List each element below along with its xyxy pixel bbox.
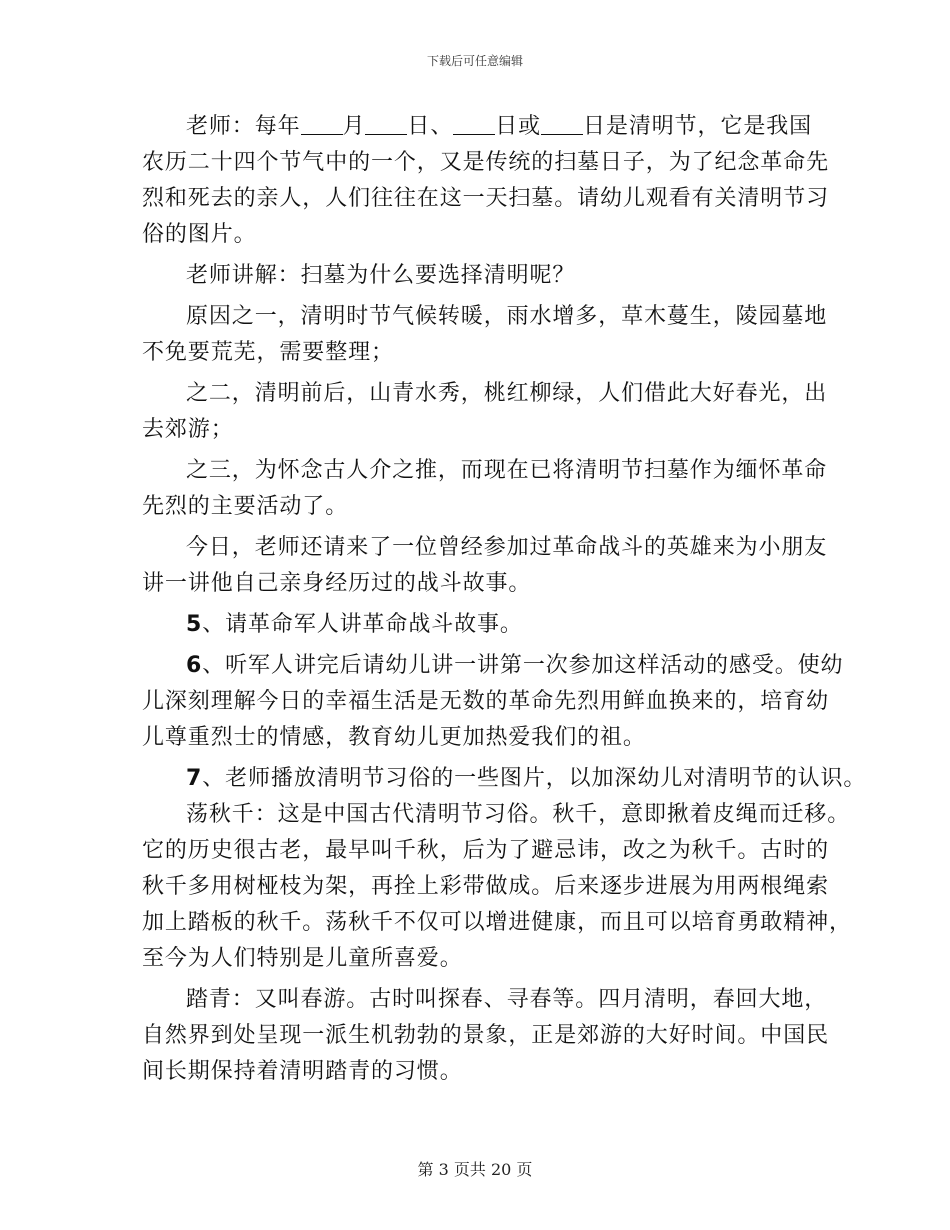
text-line: 它的历史很古老，最早叫千秋，后为了避忌讳，改之为秋千。古时的: [142, 838, 830, 863]
document-body: [142, 109, 867, 1090]
text-span: 日、: [407, 114, 454, 139]
text-line: [142, 648, 844, 684]
paragraph: [142, 453, 828, 525]
paragraph: [142, 607, 822, 643]
text-line: 农历二十四个节气中的一个，又是传统的扫墓日子，为了纪念革命先: [142, 150, 830, 175]
text-span: 老师：每年: [186, 114, 301, 139]
paragraph: [142, 299, 828, 371]
text-line: 烈和死去的亲人，人们往往在这一天扫墓。请幼儿观看有关清明节习: [142, 186, 830, 211]
text-line: 先烈的主要活动了。: [142, 494, 349, 519]
text-span: 、听军人讲完后请幼儿讲一讲第一次参加这样活动的感受。使幼: [202, 653, 844, 678]
fill-blank: [301, 112, 343, 135]
text-line: [142, 607, 822, 643]
paragraph: [142, 982, 830, 1090]
text-line: 老师讲解：扫墓为什么要选择清明呢？: [186, 263, 576, 288]
text-line: 荡秋千：这是中国古代清明节习俗。秋千，意即揪着皮绳而迁移。: [186, 802, 851, 827]
fill-blank: [365, 112, 407, 135]
text-line: 俗的图片。: [142, 222, 257, 247]
text-line: 间长期保持着清明踏青的习惯。: [142, 1059, 463, 1084]
text-line: [142, 109, 822, 145]
paragraph: [142, 761, 867, 797]
paragraph: [142, 648, 844, 756]
item-number: 7: [186, 766, 203, 791]
text-span: 日或: [495, 114, 542, 139]
text-line: 不免要荒芜，需要整理；: [142, 340, 394, 365]
text-span: 、请革命军人讲革命战斗故事。: [202, 612, 523, 637]
text-line: 去郊游；: [142, 417, 234, 442]
text-line: 秋千多用树桠枝为架，再拴上彩带做成。后来逐步进展为用两根绳索: [142, 874, 830, 899]
fill-blank: [541, 112, 583, 135]
text-line: 讲一讲他自己亲身经历过的战斗故事。: [142, 571, 532, 596]
text-span: 日是清明节，它是我国: [583, 114, 813, 139]
text-line: 至今为人们特别是儿童所喜爱。: [142, 946, 463, 971]
paragraph: [142, 530, 828, 602]
paragraph: [142, 797, 852, 977]
text-line: 自然界到处呈现一派生机勃勃的景象，正是郊游的大好时间。中国民: [142, 1023, 830, 1048]
text-span: 月: [342, 114, 366, 139]
text-line: 今日，老师还请来了一位曾经参加过革命战斗的英雄来为小朋友: [186, 535, 828, 560]
page-number: 第 3 页共 20 页: [417, 1160, 533, 1179]
fill-blank: [453, 112, 495, 135]
item-number: 6: [186, 653, 203, 678]
page-header: 下载后可任意编辑: [426, 54, 523, 68]
text-line: 之二，清明前后，山青水秀，桃红柳绿，人们借此大好春光，出: [186, 381, 828, 406]
text-line: 之三，为怀念古人介之推，而现在已将清明节扫墓作为缅怀革命: [186, 458, 828, 483]
text-line: 儿尊重烈士的情感，教育幼儿更加热爱我们的祖。: [142, 725, 646, 750]
text-line: [142, 761, 867, 797]
text-line: 加上踏板的秋千。荡秋千不仅可以增进健康，而且可以培育勇敢精神，: [142, 910, 852, 935]
text-line: 踏青：又叫春游。古时叫探春、寻春等。四月清明，春回大地，: [186, 987, 828, 1012]
item-number: 5: [186, 612, 203, 637]
text-line: 原因之一，清明时节气候转暖，雨水增多，草木蔓生，陵园墓地: [186, 304, 828, 329]
paragraph: [142, 109, 830, 253]
text-span: 、老师播放清明节习俗的一些图片，以加深幼儿对清明节的认识。: [202, 766, 867, 791]
text-line: 儿深刻理解今日的幸福生活是无数的革命先烈用鲜血换来的，培育幼: [142, 689, 830, 714]
paragraph: [142, 376, 828, 448]
paragraph: [142, 258, 822, 294]
